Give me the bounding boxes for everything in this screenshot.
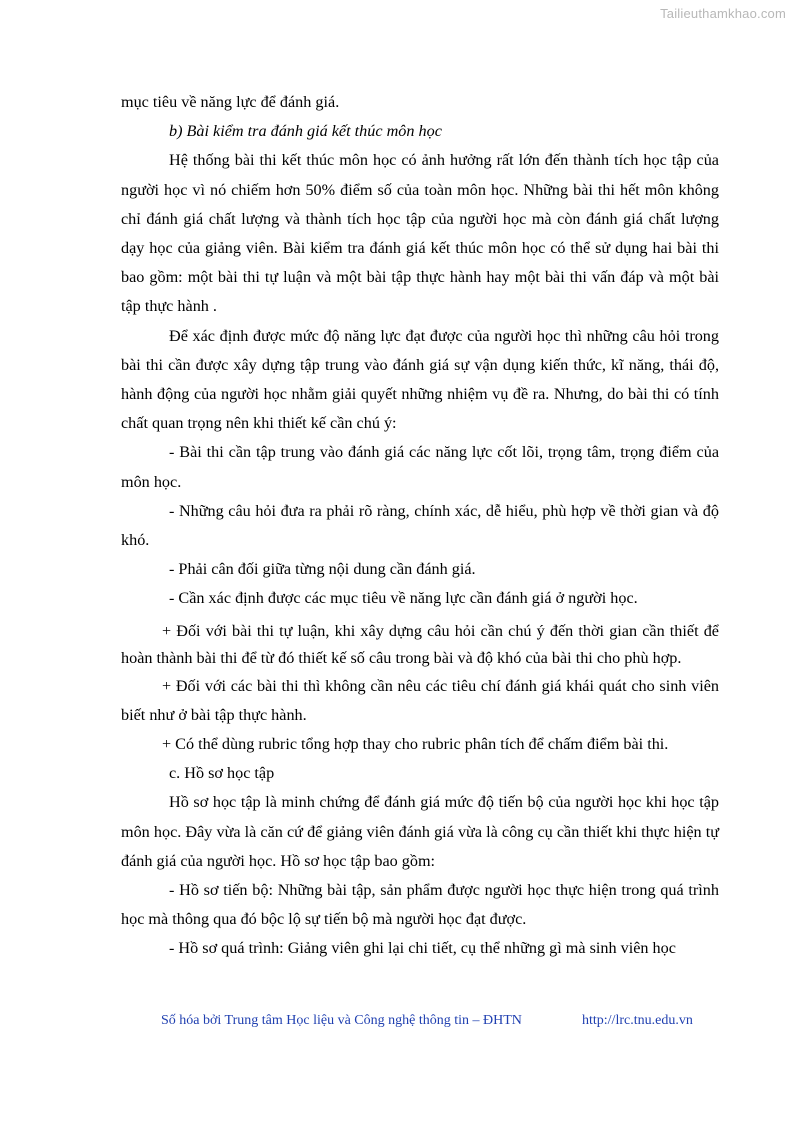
paragraph-continuation: mục tiêu về năng lực để đánh giá. [121, 93, 340, 111]
footer-link[interactable]: http://lrc.tnu.edu.vn [582, 1013, 693, 1028]
list-item: - Hồ sơ tiến bộ: Những bài tập, sản phẩm được người học thực hiện trong quá trình học mà thông qua đó bộc lộ sự tiến bộ mà người học đạt được. [121, 881, 719, 929]
sub-list-item: + Đối với bài thi tự luận, khi xây dựng câu hỏi cần chú ý đến thời gian cần thiết để hoàn thành bài thi để từ đó thiết kế số câu trong bài và độ khó của bài thi cho phù hợp. [121, 621, 719, 667]
sub-list-item: + Có thể dùng rubric tổng hợp thay cho rubric phân tích để chấm điểm bài thi. [162, 735, 669, 754]
watermark: Tailieuthamkhao.com [660, 6, 786, 21]
list-item: - Những câu hỏi đưa ra phải rõ ràng, chính xác, dễ hiểu, phù hợp về thời gian và độ khó. [121, 501, 719, 550]
paragraph: Để xác định được mức độ năng lực đạt được của người học thì những câu hỏi trong bài thi cần được xây dựng tập trung vào đánh giá sự vận dụng kiến thức, kĩ năng, thái độ, hành động của người học nhằm giải quyết những nhiệm vụ đề ra. Nhưng, do bài thi có tính chất quan trọng nên khi thiết kế cần chú ý: [121, 326, 719, 433]
section-heading-c: c. Hồ sơ học tập [169, 764, 275, 783]
sub-list-item: + Đối với các bài thi thì không cần nêu các tiêu chí đánh giá khái quát cho sinh viên biết như ở bài tập thực hành. [121, 676, 719, 724]
list-item: - Cần xác định được các mục tiêu về năng lực cần đánh giá ở người học. [169, 589, 638, 608]
document-body [121, 88, 719, 964]
list-item: - Phải cân đối giữa từng nội dung cần đánh giá. [169, 560, 476, 579]
list-item: - Bài thi cần tập trung vào đánh giá các năng lực cốt lõi, trọng tâm, trọng điểm của môn học. [121, 443, 719, 491]
paragraph: Hệ thống bài thi kết thúc môn học có ảnh hưởng rất lớn đến thành tích học tập của người học vì nó chiếm hơn 50% điểm số của toàn môn học. Những bài thi hết môn không chỉ đánh giá chất lượng và thành tích học tập của người học mà còn đánh giá chất lượng dạy học của giảng viên. Bài kiểm tra đánh giá kết thúc môn học có thể sử dụng hai bài thi bao gồm: một bài thi tự luận và một bài tập thực hành hay một bài thi vấn đáp và một bài tập thực hành . [121, 151, 719, 316]
footer-source: Số hóa bởi Trung tâm Học liệu và Công nghệ thông tin – ĐHTN [161, 1013, 522, 1028]
section-heading-b: b) Bài kiểm tra đánh giá kết thúc môn học [169, 122, 442, 141]
paragraph: Hồ sơ học tập là minh chứng để đánh giá mức độ tiến bộ của người học khi học tập môn học. Đây vừa là căn cứ để giảng viên đánh giá vừa là công cụ cần thiết khi thực hiện tự đánh giá của người học. Hồ sơ học tập bao gồm: [121, 793, 719, 870]
list-item: - Hồ sơ quá trình: Giảng viên ghi lại chi tiết, cụ thể những gì mà sinh viên học [169, 939, 676, 958]
